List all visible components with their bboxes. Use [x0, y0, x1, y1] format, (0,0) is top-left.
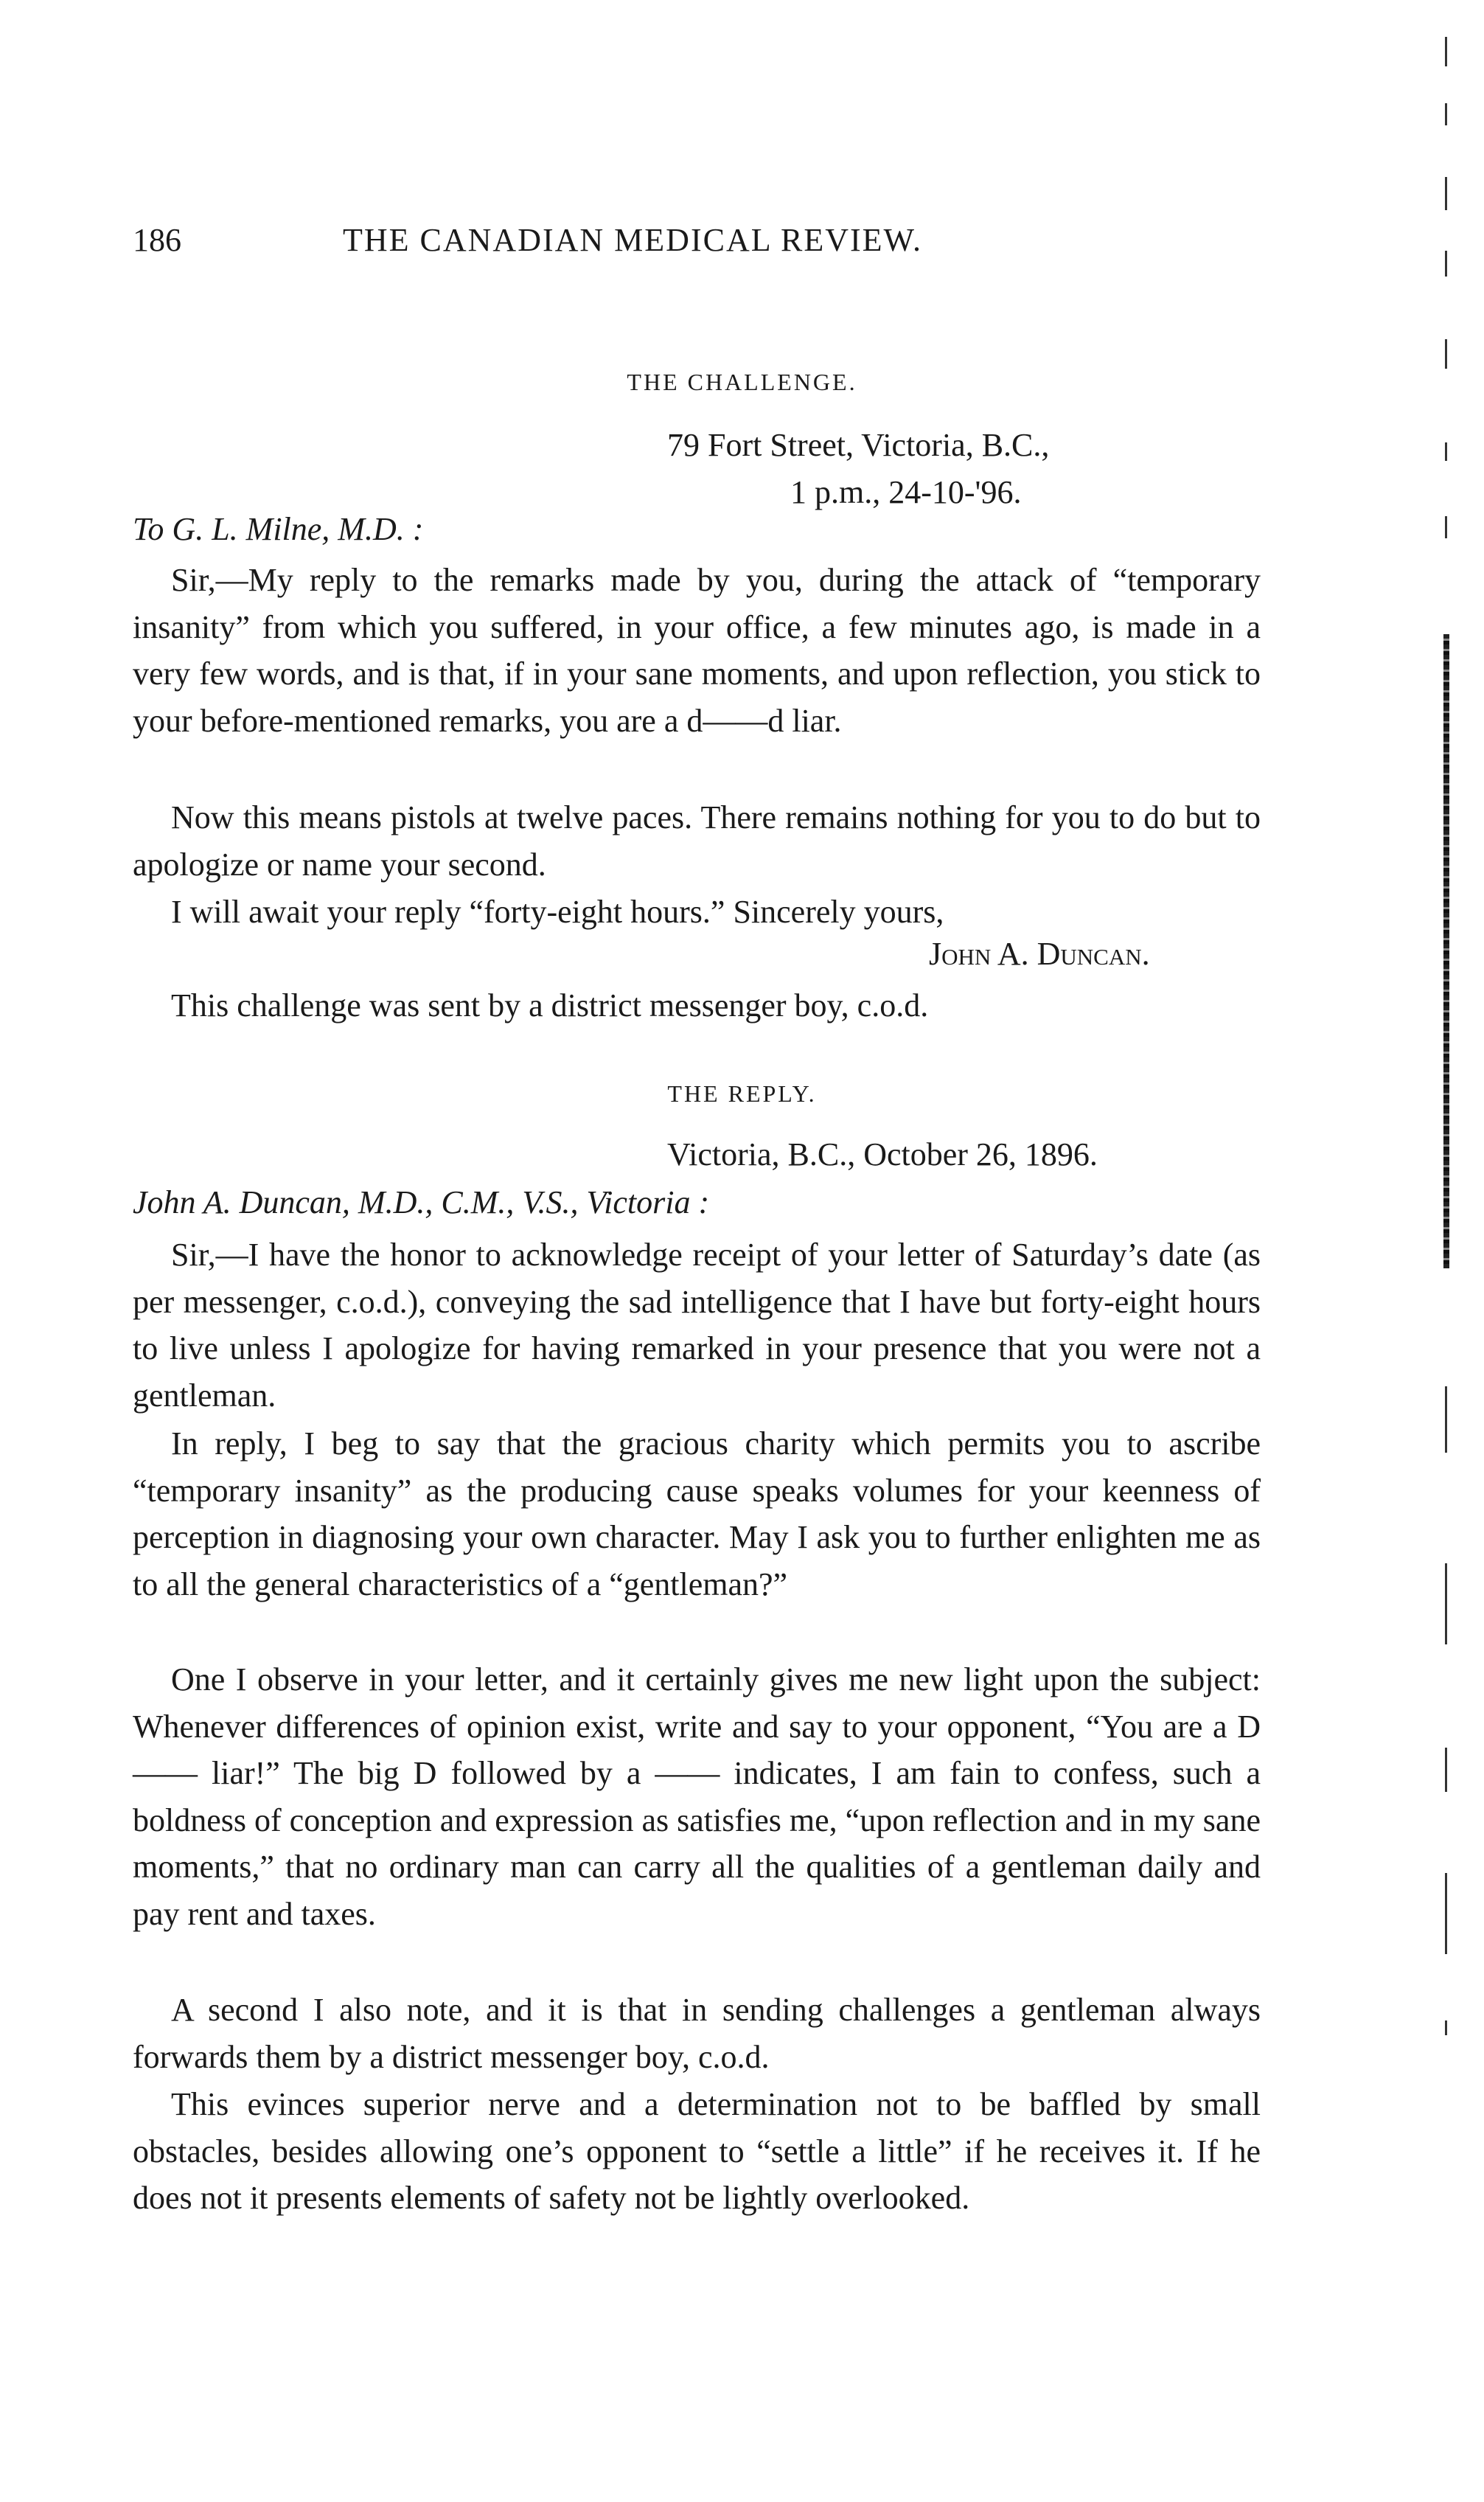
- challenge-paragraph: Now this means pistols at twelve paces. There remains nothing for you to do but to apologize or name your second.: [133, 799, 1261, 883]
- running-head: [133, 221, 1239, 280]
- challenge-salutation: To G. L. Milne, M.D. :: [133, 511, 424, 547]
- reply-paragraph: One I observe in your letter, and it certainly gives me new light upon the subject: Whenever differences of opinion exist, write and say to your opponent, “You are a D—— liar!” The big D followed by a —— indicates, I am fain to confess, such a boldness of conception and expression as satisfies me, “upon reflection and in my sane moments,” that no ordinary man can carry all the qualities of a gentleman daily and pay rent and taxes.: [133, 1661, 1261, 1932]
- challenge-paragraph: Sir,—My reply to the remarks made by you, during the attack of “temporary insanity” from which you suffered, in your office, a few minutes ago, is made in a very few words, and is that, if in your sane moments, and upon reflection, you stick to your before-mentioned remarks, you are a d——d liar.: [133, 562, 1261, 739]
- challenge-signature: John A. Duncan.: [929, 936, 1150, 972]
- challenge-address: 79 Fort Street, Victoria, B.C.,: [667, 427, 1050, 463]
- challenge-heading: THE CHALLENGE.: [627, 369, 857, 395]
- reply-heading: THE REPLY.: [667, 1080, 817, 1107]
- reply-dateline: Victoria, B.C., October 26, 1896.: [667, 1136, 1098, 1172]
- reply-paragraph: In reply, I beg to say that the gracious charity which permits you to ascribe “temporary insanity” as the producing cause speaks volumes for your keenness of perception in diagnosing your own character. May I ask you to further enlighten me as to all the general characteristics of a “gentleman?”: [133, 1425, 1261, 1602]
- journal-title: THE CANADIAN MEDICAL REVIEW.: [343, 222, 922, 258]
- reply-paragraph: A second I also note, and it is that in sending challenges a gentleman always forwards them by a district messenger boy, c.o.d.: [133, 1992, 1261, 2075]
- page-number: 186: [133, 222, 181, 258]
- reply-salutation: John A. Duncan, M.D., C.M., V.S., Victoria :: [133, 1184, 710, 1220]
- reply-paragraph: This evinces superior nerve and a determination not to be baffled by small obstacles, besides allowing one’s opponent to “settle a little” if he receives it. If he does not it presents elements of safety not be lightly overlooked.: [133, 2086, 1261, 2216]
- scan-edge-marks: [1445, 29, 1467, 2463]
- challenge-paragraph: I will await your reply “forty-eight hours.” Sincerely yours,: [171, 894, 944, 930]
- challenge-time: 1 p.m., 24-10-'96.: [790, 474, 1022, 510]
- challenge-note: This challenge was sent by a district messenger boy, c.o.d.: [171, 987, 929, 1024]
- reply-paragraph: Sir,—I have the honor to acknowledge receipt of your letter of Saturday’s date (as per messenger, c.o.d.), conveying the sad intelligence that I have but forty-eight hours to live unless I apologize for having remarked in your presence that you were not a gentleman.: [133, 1237, 1261, 1414]
